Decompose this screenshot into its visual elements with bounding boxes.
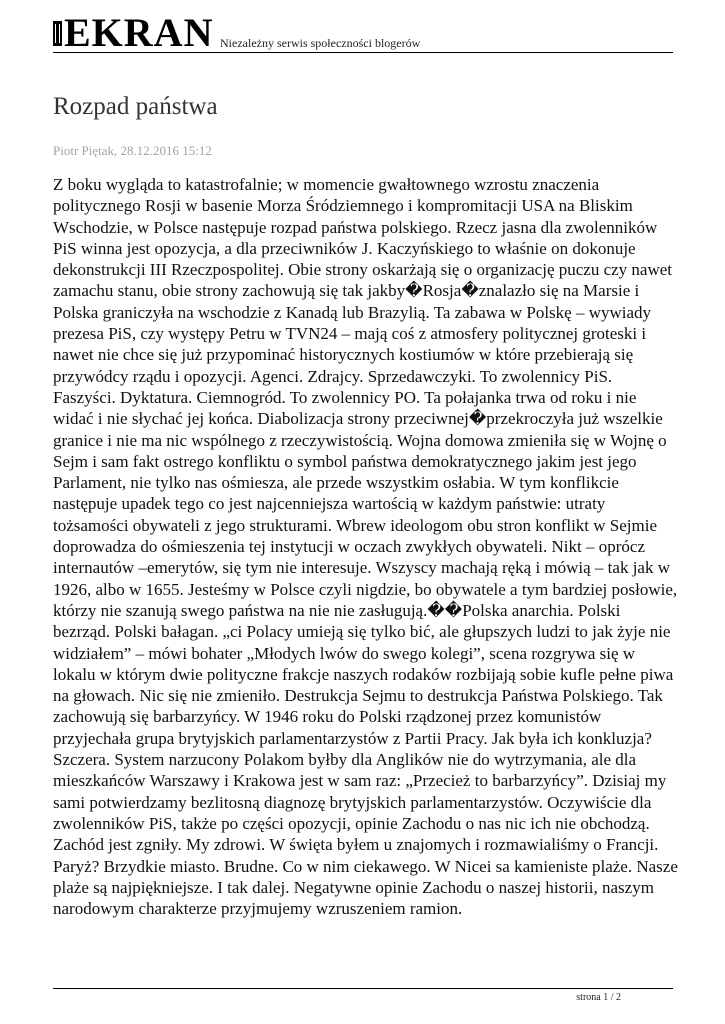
site-tagline: Niezależny serwis społeczności blogerów bbox=[220, 36, 421, 50]
page-number: strona 1 / 2 bbox=[576, 992, 621, 1003]
site-logo[interactable] bbox=[53, 10, 214, 55]
article-body: Z boku wygląda to katastrofalnie; w momencie gwałtownego wzrostu znaczenia politycznego Rosji w basenie Morza Śródziemnego i kompromitacji USA na Bliskim Wschodzie, w Polsce następuje rozpad państwa polskiego. Rzecz jasna dla zwolenników PiS winna jest opozycja, a dla przeciwników J. Kaczyńskiego to właśnie on dokonuje dekonstrukcji III Rzeczpospolitej. Obie strony oskarżają się o organizację puczu czy nawet zamachu stanu, obie strony zachowują się tak jakby�Rosja�znalazło się na Marsie i Polska graniczyła na wschodzie z Kanadą lub Brazylią. Ta zabawa w Polskę – wywiady prezesa PiS, czy występy Petru w TVN24 – mają coś z atmosfery politycznej groteski i nawet nie chce się już przypominać historycznych kostiumów w które przebierają się przywódcy rządu i opozycji. Agenci. Zdrajcy. Sprzedawczyki. To zwolennicy PiS. Faszyści. Dyktatura. Ciemnogród. To zwolennicy PO. Ta połajanka trwa od roku i nie widać i nie słychać jej końca. Diabolizacja strony przeciwnej�przekroczyła już wszelkie granice i nie ma nic wspólnego z rzeczywistością. Wojna domowa zmieniła się w Wojnę o Sejm i sam fakt ostrego konfliktu o symbol państwa demokratycznego jakim jest jego Parlament, nie tylko nas ośmiesza, ale przede wszystkim osłabia. W tym konflikcie następuje upadek tego co jest najcenniejsza wartością w każdym państwie: utraty tożsamości obywateli z jego strukturami. Wbrew ideologom obu stron konflikt w Sejmie doprowadza do ośmieszenia tej instytucji w oczach zwykłych obywateli. Nikt – oprócz internautów –emerytów, się tym nie interesuje. Wszyscy machają ręką i mówią – tak jak w 1926, albo w 1655. Jesteśmy w Polsce czyli nigdzie, bo obywatele a tym bardziej posłowie, którzy nie szanują swego państwa na nie nie zasługują.��Polska anarchia. Polski bezrząd. Polski bałagan. „ci Polacy umieją się tylko bić, ale głupszych ludzi to jak żyje nie widziałem” – mówi bohater „Młodych lwów do swego kolegi”, scena rozgrywa się w lokalu w którym dwie polityczne frakcje naszych rodaków rozbijają sobie kufle pełne piwa na głowach. Nic się nie zmieniło. Destrukcja Sejmu to destrukcja Państwa Polskiego. Tak zachowują się barbarzyńcy. W 1946 roku do Polski rządzonej przez komunistów przyjechała grupa brytyjskich parlamentarzystów z Partii Pracy. Jak była ich konkluzja? Szczera. System narzucony Polakom byłby dla Anglików nie do wytrzymania, ale dla mieszkańców Warszawy i Krakowa jest w sam raz: „Przecież to barbarzyńcy”. Dzisiaj my sami potwierdzamy bezlitosną diagnozę brytyjskich parlamentarzystów. Oczywiście dla zwolenników PiS, także po części opozycji, opinie Zachodu o nas nic ich nie obchodzą. Zachód jest zgniły. My zdrowi. W święta byłem u znajomych i rozmawialiśmy o Francji. Paryż? Brzydkie miasto. Brudne. Co w nim ciekawego. W Nicei sa kamieniste plaże. Nasze plaże są najpiękniejsze. I tak dalej. Negatywne opinie Zachodu o naszej historii, naszym narodowym charakterze przyjmujemy wzruszeniem ramion. bbox=[53, 175, 678, 919]
logo-icon bbox=[53, 21, 62, 46]
article-title: Rozpad państwa bbox=[53, 93, 218, 120]
article-byline: Piotr Piętak, 28.12.2016 15:12 bbox=[53, 143, 212, 158]
header-divider bbox=[53, 52, 673, 53]
footer-divider bbox=[53, 988, 673, 989]
site-header bbox=[53, 10, 673, 55]
logo-text: EKRAN bbox=[64, 10, 214, 55]
